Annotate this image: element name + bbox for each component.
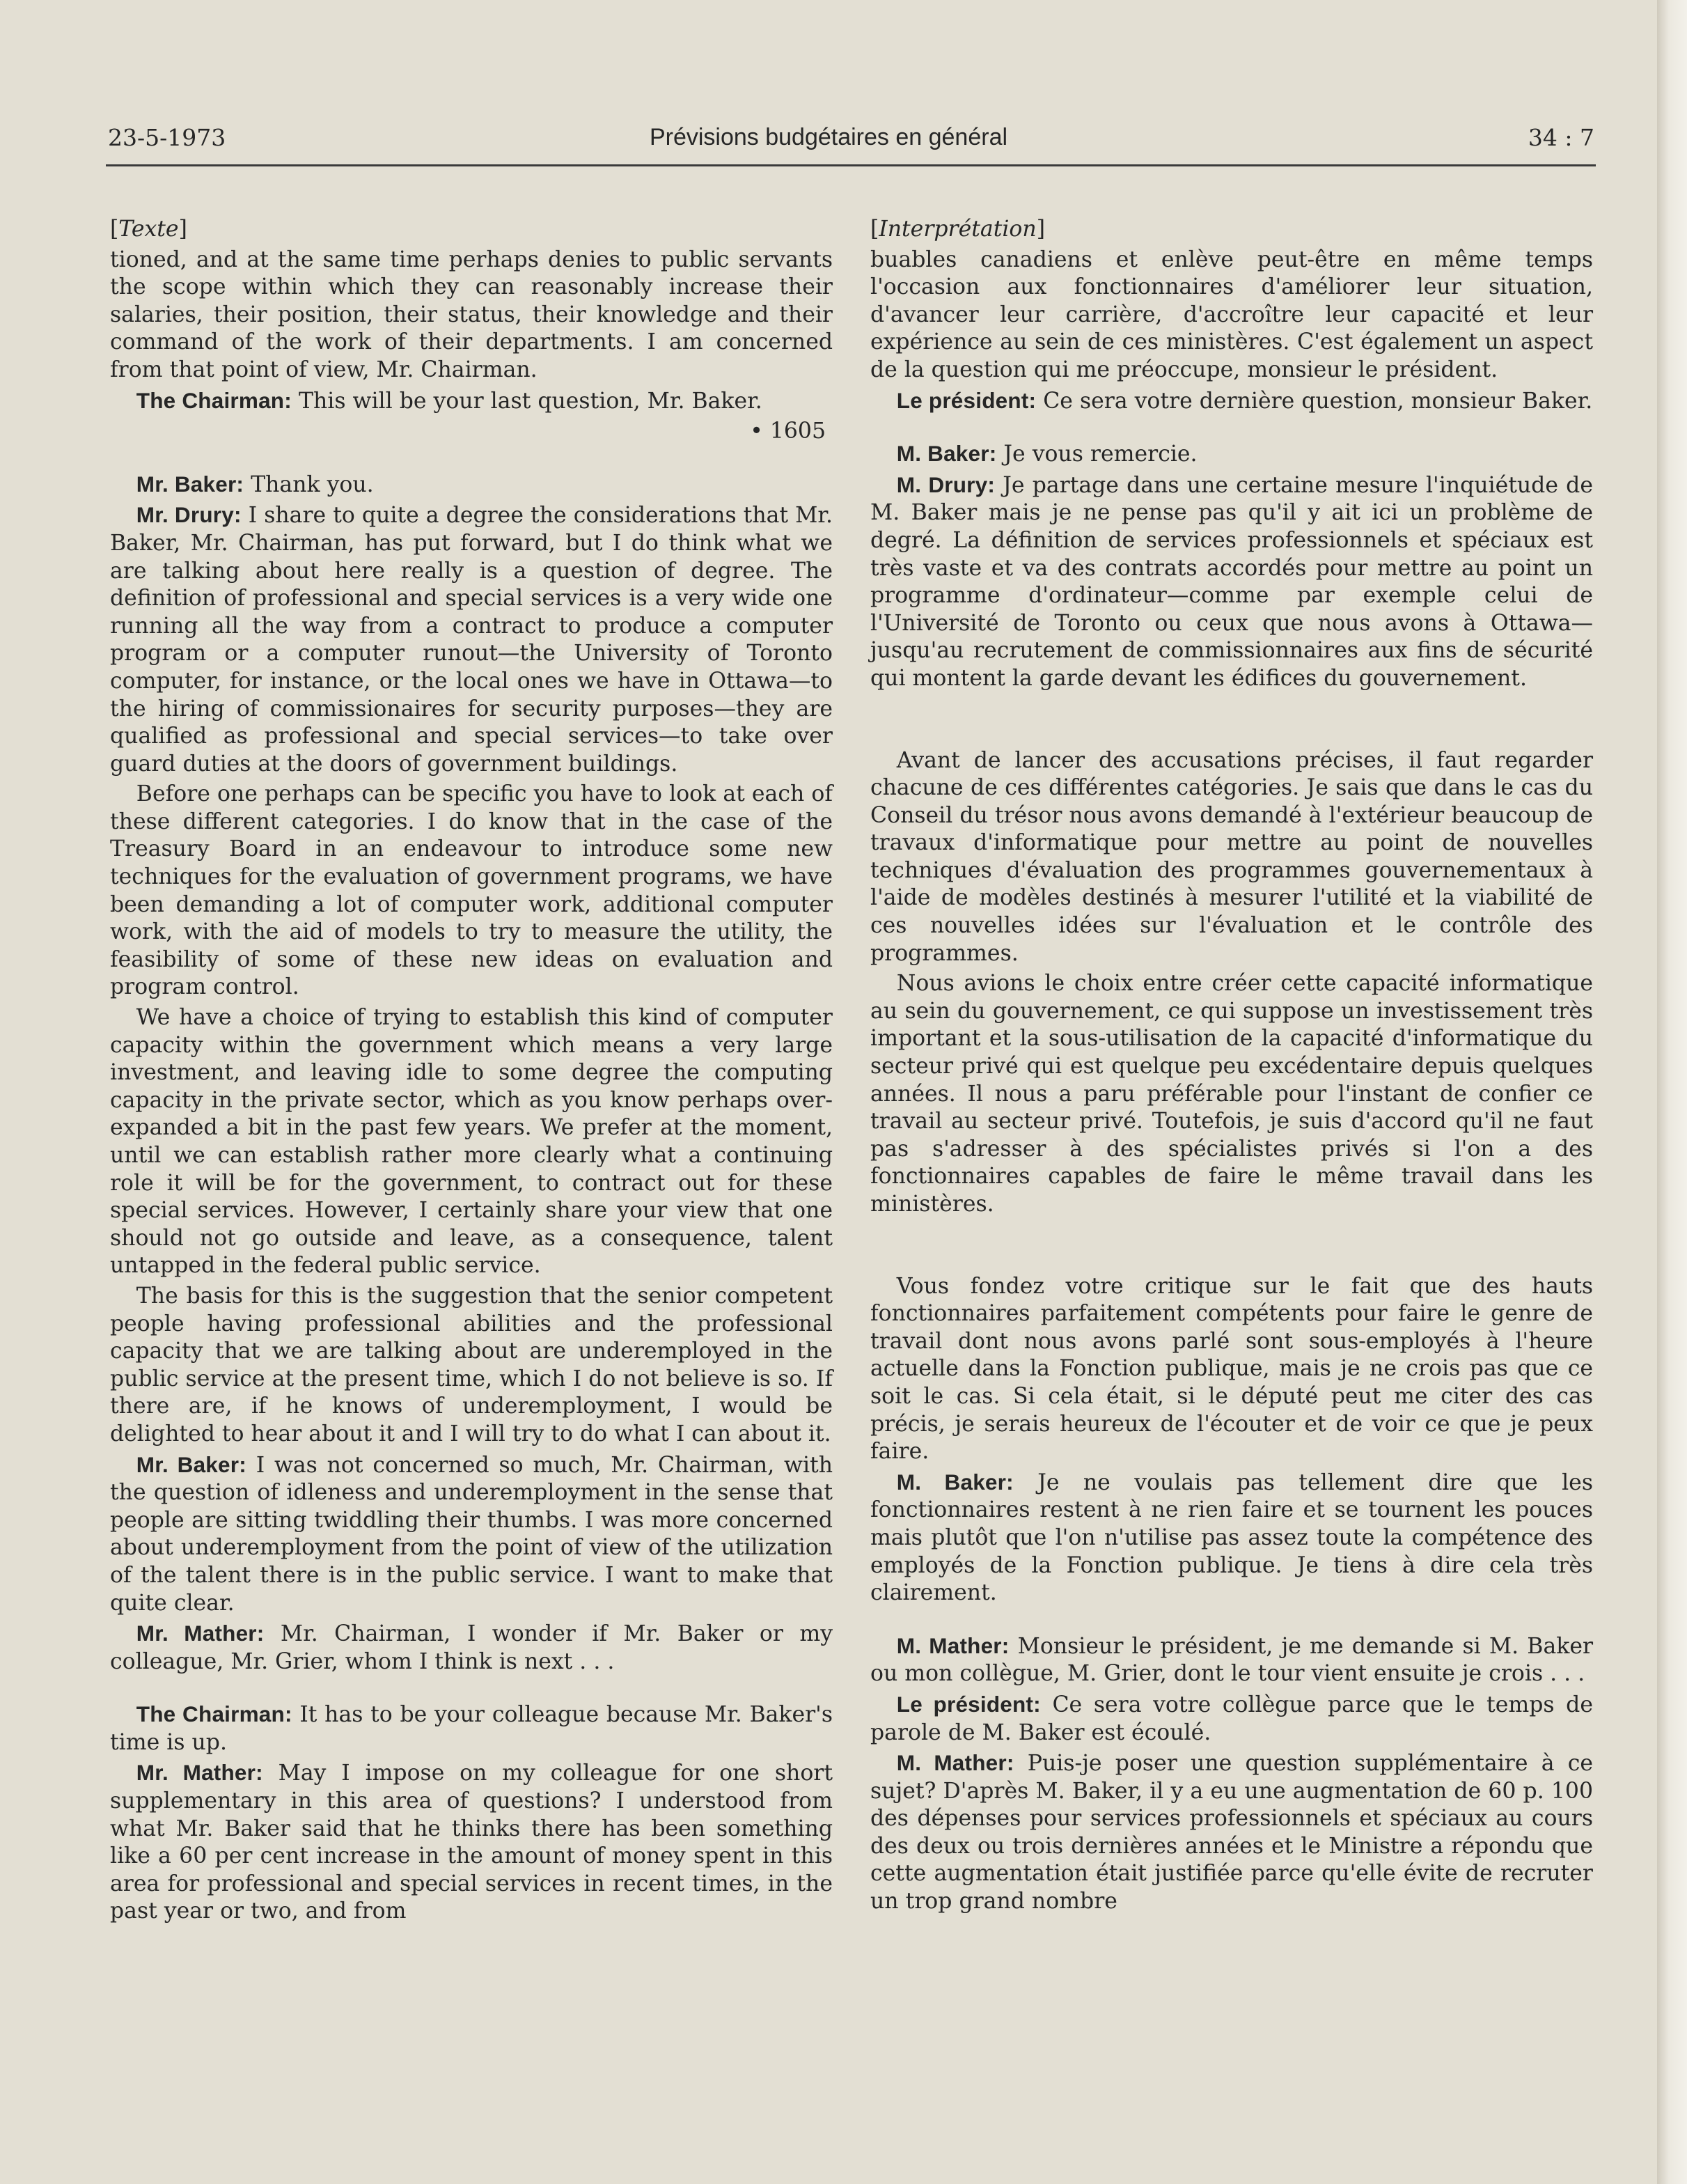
left-column <box>110 216 833 1926</box>
right-column <box>870 216 1593 1916</box>
speech: Mr. Baker: I was not concerned so much, Mr. Chairman, with the question of idleness and underemployment in the sense that people are sitting twiddling their thumbs. I was more concerned about underemployment from the point of view of the utilization of the talent there is in the public service. I want to make that quite clear. <box>110 1451 833 1616</box>
speaker: M. Drury: <box>896 471 996 497</box>
header-date: 23-5-1973 <box>108 124 226 151</box>
speaker: Mr. Mather: <box>136 1621 265 1646</box>
header-page-number: 34 : 7 <box>1528 124 1594 151</box>
paragraph: buables canadiens et enlève peut-être en même temps l'occasion aux fonctionnaires d'améliorer leur situation, d'avancer leur carrière, d'accroître leur capacité et leur expérience au sein de ces ministères. C'est également un aspect de la question qui me préoccupe, monsieur le président. <box>870 247 1593 382</box>
speech: M. Mather: Monsieur le président, je me demande si M. Baker ou mon collègue, M. Grier, dont le tour vient ensuite je crois . . . <box>870 1632 1594 1687</box>
paragraph: Avant de lancer des accusations précises, il faut regarder chacune de ces différentes catégories. Je sais que dans le cas du Conseil du trésor nous avons demandé à l'extérieur beaucoup de travaux d'informatique pour mettre au point de nouvelles techniques d'évaluation des programmes gouvernementaux à l'aide de modèles destinés à mesurer l'utilité et la viabilité de ces nouvelles idées sur l'évaluation et le contrôle des programmes. <box>870 747 1593 966</box>
speech: Le président: Ce sera votre collègue parce que le temps de parole de M. Baker est écoulé. <box>870 1691 1593 1745</box>
paragraph: Before one perhaps can be specific you have to look at each of these different categories. I do know that in the case of the Treasury Board in an endeavour to introduce some new techniques for the evaluation of government programs, we have been demanding a lot of computer work, additional computer work, with the aid of models to try to measure the utility, the feasibility of some of these new ideas on evaluation and program control. <box>110 781 833 1000</box>
speech: M. Baker: Je vous remercie. <box>896 441 1198 467</box>
speaker: Mr. Drury: <box>136 502 242 528</box>
speaker: M. Mather: <box>896 1750 1014 1776</box>
speaker: Mr. Baker: <box>136 471 244 497</box>
speech: The Chairman: It has to be your colleague because Mr. Baker's time is up. <box>110 1701 833 1755</box>
header-rule <box>106 164 1596 166</box>
speaker: M. Baker: <box>896 441 997 467</box>
timestamp: • 1605 <box>750 419 826 444</box>
language-tag: [Texte] <box>110 217 187 242</box>
speaker: Mr. Mather: <box>136 1760 263 1786</box>
speech: Le président: Ce sera votre dernière question, monsieur Baker. <box>896 387 1593 414</box>
speech: Mr. Baker: Thank you. <box>136 471 374 497</box>
speaker: M. Baker: <box>896 1469 1014 1495</box>
paragraph: tioned, and at the same time perhaps denies to public servants the scope within which they can reasonably increase their salaries, their position, their status, their knowledge and their command of the work of their departments. I am concerned from that point of view, Mr. Chairman. <box>110 247 833 382</box>
speech: M. Drury: Je partage dans une certaine mesure l'inquiétude de M. Baker mais je ne pense pas qu'il y ait ici un problème de degré. La définition de services professionnels et spéciaux est très vaste et va des contrats accordés pour mettre au point un programme d'ordinateur—comme par exemple celui de l'Université de Toronto ou ceux que nous avons à Ottawa—jusqu'au recrutement de commissionnaires aux fins de sécurité qui montent la garde devant les édifices du gouvernement. <box>870 471 1593 691</box>
language-tag: [Interprétation] <box>870 217 1045 242</box>
page-edge <box>1657 0 1687 2184</box>
speaker: Le président: <box>896 1691 1041 1717</box>
speech: M. Baker: Je ne voulais pas tellement dire que les fonctionnaires restent à ne rien faire et se tournent les pouces mais plutôt que l'on n'utilise pas assez toute la compétence des employés de la Fonction publique. Je tiens à dire cela très clairement. <box>870 1469 1593 1606</box>
paragraph: The basis for this is the suggestion that the senior competent people having professional abilities and the professional capacity that we are talking about are underemployed in the public service at the present time, which I do not believe is so. If there are, if he knows of underemployment, I would be delighted to hear about it and I will try to do what I can about it. <box>110 1283 833 1446</box>
speech: The Chairman: This will be your last question, Mr. Baker. <box>136 387 762 414</box>
paragraph: We have a choice of trying to establish this kind of computer capacity within the government which means a very large investment, and leaving idle to some degree the computing capacity in the private sector, which as you know perhaps over-expanded a bit in the past few years. We prefer at the moment, until we can establish rather more clearly what a continuing role it will be for the government, to contract out for these special services. However, I certainly share your view that one should not go outside and leave, as a consequence, talent untapped in the federal public service. <box>110 1005 833 1279</box>
speaker: M. Mather: <box>896 1632 1010 1658</box>
speaker: Mr. Baker: <box>136 1451 246 1477</box>
speech: Mr. Drury: I share to quite a degree the considerations that Mr. Baker, Mr. Chairman, has put forward, but I do think what we are talking about here really is a question of degree. The definition of professional and special services is a very wide one running all the way from a contract to produce a computer program or a computer runout—the University of Toronto computer, for instance, or the local ones we have in Ottawa—to the hiring of commissionaires for security purposes—they are qualified as professional and special services—to take over guard duties at the doors of government buildings. <box>110 502 833 777</box>
speaker: The Chairman: <box>136 1701 292 1727</box>
speech: M. Mather: Puis-je poser une question supplémentaire à ce sujet? D'après M. Baker, il y a eu une augmentation de 60 p. 100 des dépenses pour services professionnels et spéciaux au cours des deux ou trois dernières années et le Ministre a répondu que cette augmentation était justifiée parce qu'elle évite de recruter un trop grand nombre <box>870 1750 1594 1914</box>
speech: Mr. Mather: Mr. Chairman, I wonder if Mr. Baker or my colleague, Mr. Grier, whom I think is next . . . <box>110 1621 833 1674</box>
speech: Mr. Mather: May I impose on my colleague for one short supplementary in this area of questions? I understood from what Mr. Baker said that he thinks there has been something like a 60 per cent increase in the amount of money spent in this area for professional and special services in recent times, in the past year or two, and from <box>110 1760 833 1924</box>
speaker: Le président: <box>896 387 1037 413</box>
header-title: Prévisions budgétaires en général <box>649 124 1008 150</box>
speaker: The Chairman: <box>136 387 292 413</box>
paragraph: Vous fondez votre critique sur le fait que des hauts fonctionnaires parfaitement compétents pour faire le genre de travail dont nous avons parlé sont sous-employés à l'heure actuelle dans la Fonction publique, mais je ne crois pas que ce soit le cas. Si cela était, si le député peut me citer des cas précis, je serais heureux de l'écouter et de voir ce que je peux faire. <box>870 1273 1593 1465</box>
paragraph: Nous avions le choix entre créer cette capacité informatique au sein du gouvernement, ce qui suppose un investissement très important et la sous-utilisation de la capacité d'informatique du secteur privé qui est quelque peu excédentaire depuis quelques années. Il nous a paru préférable pour l'instant de confier ce travail au secteur privé. Toutefois, je suis d'accord qu'il ne faut pas s'adresser à des spécialistes privés si l'on a des fonctionnaires capables de faire le même travail dans les ministères. <box>870 971 1593 1217</box>
